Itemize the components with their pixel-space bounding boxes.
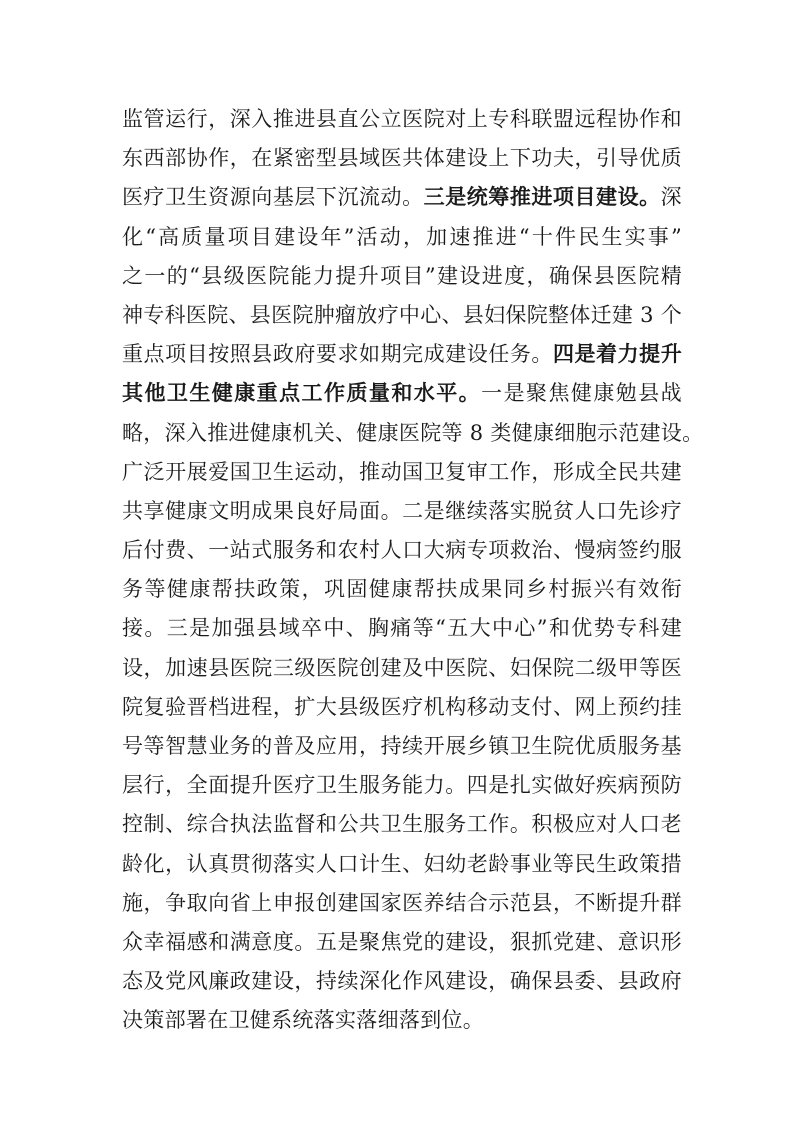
bold-heading-segment: 四是着力提升 [552,342,682,367]
text-line [122,453,682,492]
text-segment: 层行，全面提升医疗卫生服务能力。四是扎实做好疾病预防 [122,773,682,798]
text-segment: 龄化，认真贯彻落实人口计生、妇幼老龄事业等民生政策措 [122,851,682,876]
text-line [122,884,682,923]
text-segment: 接。三是加强县域卒中、胸痛等“五大中心”和优势专科建 [122,616,682,641]
body-paragraph [122,100,704,1041]
text-line [122,923,682,962]
text-line [122,609,682,648]
text-line [122,296,682,335]
text-segment: 共享健康文明成果良好局面。二是继续落实脱贫人口先诊疗 [122,498,682,523]
text-line [122,805,682,844]
text-line [122,962,682,1001]
text-segment: 广泛开展爱国卫生运动，推动国卫复审工作，形成全民共建 [122,459,682,484]
text-line [122,766,682,805]
text-line [122,492,682,531]
text-line [122,845,682,884]
text-segment: 院复验晋档进程，扩大县级医疗机构移动支付、网上预约挂 [122,694,682,719]
text-segment: 号等智慧业务的普及应用，持续开展乡镇卫生院优质服务基 [122,734,682,758]
text-line [122,649,682,688]
text-segment: 众幸福感和满意度。五是聚焦党的建设，狠抓党建、意识形 [122,929,682,954]
text-line [122,335,682,374]
text-line [122,218,682,257]
text-segment: 务等健康帮扶政策，巩固健康帮扶成果同乡村振兴有效衔 [122,577,682,602]
text-segment: 之一的“县级医院能力提升项目”建设进度，确保县医院精 [122,263,682,288]
bold-heading-segment: 三是统筹推进项目建设。 [423,185,661,210]
text-line [122,727,682,766]
text-segment: 一是聚焦健康勉县战 [481,381,682,406]
text-segment: 化“高质量项目建设年”活动，加速推进“十件民生实事” [122,224,682,249]
text-segment: 东西部协作，在紧密型县域医共体建设上下功夫，引导优质 [122,146,682,171]
text-segment: 重点项目按照县政府要求如期完成建设任务。 [122,342,553,367]
text-segment: 后付费、一站式服务和农村人口大病专项救治、慢病签约服 [122,538,682,563]
text-segment: 决策部署在卫健系统落实落细落到位。 [122,1008,485,1033]
text-segment: 态及党风廉政建设，持续深化作风建设，确保县委、县政府 [122,969,682,994]
text-line [122,414,704,453]
text-segment: 神专科医院、县医院肿瘤放疗中心、县妇保院整体迁建 3 个 [122,302,683,327]
text-segment: 深 [660,185,682,210]
text-line [122,688,682,727]
text-line [122,531,682,570]
text-line [122,570,682,609]
text-segment: 略，深入推进健康机关、健康医院等 8 类健康细胞示范建设。 [122,420,704,445]
text-segment: 设，加速县医院三级医院创建及中医院、妇保院二级甲等医 [122,655,682,680]
text-segment: 施，争取向省上申报创建国家医养结合示范县，不断提升群 [122,890,682,915]
text-segment: 控制、综合执法监督和公共卫生服务工作。积极应对人口老 [122,812,682,837]
text-line [122,374,682,413]
text-line [122,100,682,139]
text-line [122,139,682,178]
text-line [122,178,682,217]
text-segment: 医疗卫生资源向基层下沉流动。 [122,185,424,210]
text-line [122,1001,682,1040]
bold-heading-segment: 其他卫生健康重点工作质量和水平。 [122,381,482,406]
text-line [122,257,682,296]
text-segment: 监管运行，深入推进县直公立医院对上专科联盟远程协作和 [122,107,682,131]
